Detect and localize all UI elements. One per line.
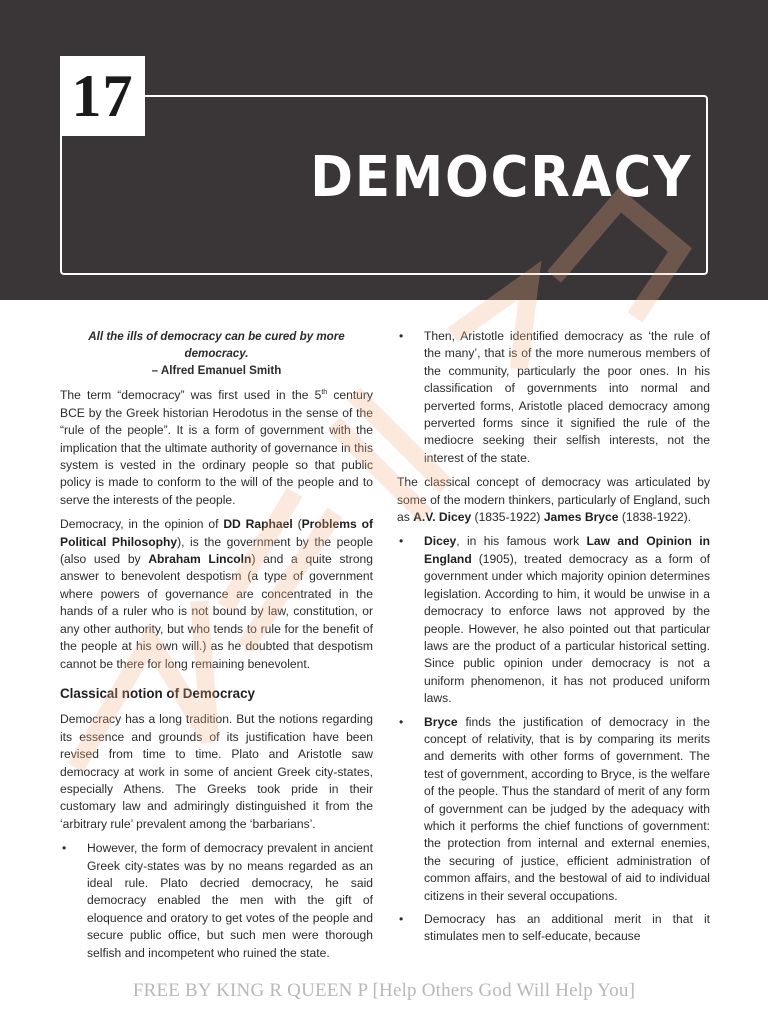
list-item: • However, the form of democracy prevalent in ancient Greek city-states was by no means regarded as an ideal rule. Plato decried democracy, he said democracy enabled the men with the gift of eloquence and oratory to get votes of the people and secure public office, but such men were thorough selfish and incompetent who ruined the state. [62,841,373,960]
paragraph-long-tradition: Democracy has a long tradition. But the notions regarding its essence and grounds of its justification have been revised from time to time. Plato and Aristotle saw democracy at work in some of ancient Greek city-states, especially Athens. The Greeks took pride in their customary law and admiringly distinguished it from the ‘arbitrary rule’ prevalent among the ‘barbarians’. [60,712,373,831]
list-item: • Dicey, in his famous work Law and Opinion in England (1905), treated democracy as a form of government under which majority opinion determines legislation. According to him, it would be unwise in a democracy to enforce laws not approved by the people. However, he also pointed out that particular laws are the product of a particular historical setting. Since public opinion under democracy is not a uniform phenomenon, it has not produced uniform laws. [399,534,710,706]
chapter-number: 17 [60,56,145,136]
bullet-list-right-top [397,328,710,467]
bullet-icon: • [399,714,404,729]
left-column [60,328,373,969]
epigraph-author: – Alfred Emanuel Smith [151,364,282,377]
right-column [397,328,710,953]
paragraph-term-democracy: The term “democracy” was first used in the 5th century BCE by the Greek historian Herodotus in the sense of the “rule of the people”. It is a form of government with the implication that the ultimate authority of governance in this system is vested in the ordinary people so that public policy is made to conform to the will of the people and to serve the interests of the people. [60,388,373,507]
paragraph-raphael: Democracy, in the opinion of DD Raphael (Problems of Political Philosophy), is the government by the people (also used by Abraham Lincoln) and a quite strong answer to benevolent despotism (a type of government where powers of governance are concentrated in the hands of a ruler who is not bound by law, constitution, or any other authority, but who tends to rule for the benefit of the people at his own will.) as he doubted that despotism cannot be there for long remaining benevolent. [60,517,374,671]
list-item: • Democracy has an additional merit in that it stimulates men to self-educate, because [399,912,710,944]
bullet-icon: • [399,912,404,926]
chapter-title: DEMOCRACY [309,145,692,210]
bullet-icon: • [62,841,67,856]
bullet-icon: • [399,534,404,549]
list-item: • Then, Aristotle identified democracy as ‘the rule of the many’, that is of the more numerous members of the community, particularly the poor ones. In his classification of governments into normal and perverted forms, Aristotle placed democracy among perverted forms since it signified the rule of the mediocre seeking their selfish interests, not the interest of the state. [399,329,710,465]
section-heading: Classical notion of Democracy [60,685,255,701]
bullet-list-left [60,840,373,962]
paragraph-classical-concept: The classical concept of democracy was articulated by some of the modern thinkers, particularly of England, such as A.V. Dicey (1835-1922) James Bryce (1838-1922). [397,475,710,525]
bullet-icon: • [399,329,404,343]
bullet-list-right [397,533,710,945]
epigraph-quote: All the ills of democracy can be cured by more democracy. [88,330,345,360]
footer-credit: FREE BY KING R QUEEN P [Help Others God Will Help You] [132,980,636,1001]
list-item: • Bryce finds the justification of democracy in the concept of relativity, that is by comparing its merits and demerits with other forms of government. The test of government, according to Bryce, is the welfare of the people. Thus the standard of merit of any form of government can be judged by the adequacy with which it performs the chief functions of government: the protection from internal and external enemies, the securing of justice, efficient administration of common affairs, and the bestowal of aid to individual citizens in their several occupations. [399,714,710,903]
